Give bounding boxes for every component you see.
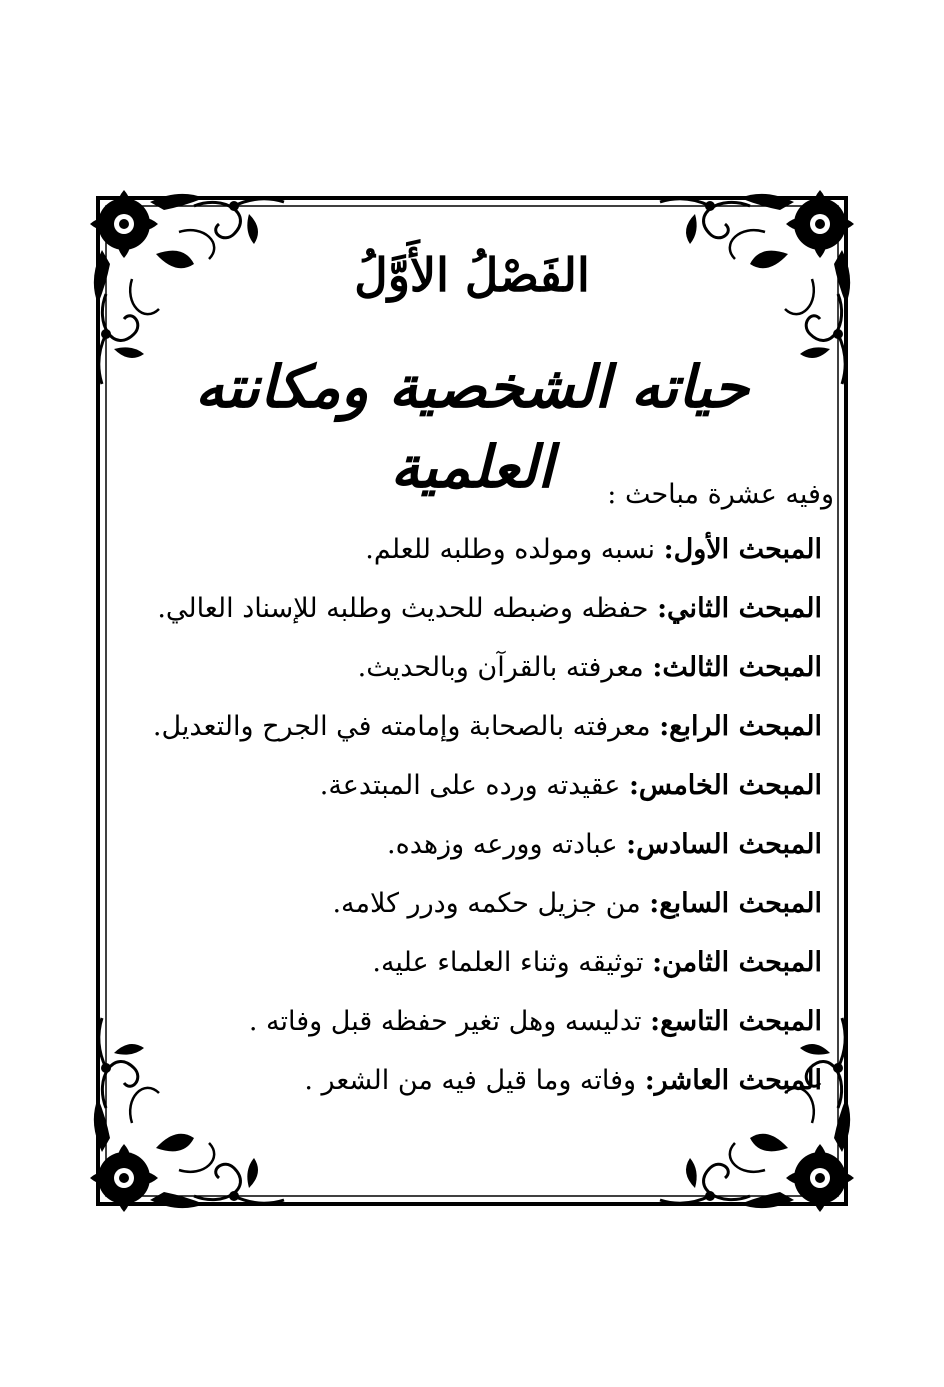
chapter-title: حياته الشخصية ومكانته العلمية — [194, 353, 750, 501]
section-name: المبحث الثاني: — [657, 593, 822, 624]
section-text: معرفته بالقرآن وبالحديث. — [357, 652, 644, 683]
page-content — [110, 235, 834, 1175]
section-item — [134, 1060, 834, 1119]
section-name: المبحث الأول: — [663, 534, 822, 565]
section-name: المبحث السابع: — [649, 888, 822, 919]
section-item — [134, 647, 834, 706]
section-item — [134, 706, 834, 765]
section-item — [134, 942, 834, 1001]
section-item — [134, 588, 834, 647]
intro-line: وفيه عشرة مباحث : — [607, 479, 834, 510]
section-item — [134, 1001, 834, 1060]
section-name: المبحث الثامن: — [652, 947, 822, 978]
section-name: المبحث الرابع: — [659, 711, 822, 742]
section-text: من جزيل حكمه ودرر كلامه. — [332, 888, 641, 919]
section-name: المبحث السادس: — [626, 829, 822, 860]
section-text: توثيقه وثناء العلماء عليه. — [372, 947, 644, 978]
section-text: عبادته وورعه وزهده. — [386, 829, 618, 860]
section-item — [134, 824, 834, 883]
section-item — [134, 883, 834, 942]
section-name: المبحث العاشر: — [644, 1065, 822, 1096]
section-text: وفاته وما قيل فيه من الشعر . — [304, 1065, 637, 1096]
chapter-label: الفَصْلُ الأَوَّلُ — [354, 248, 590, 302]
section-name: المبحث الخامس: — [628, 770, 822, 801]
section-name: المبحث الثالث: — [652, 652, 822, 683]
section-name: المبحث التاسع: — [650, 1006, 822, 1037]
section-item — [134, 529, 834, 588]
sections-list — [134, 529, 834, 1119]
section-text: نسبه ومولده وطلبه للعلم. — [365, 534, 656, 565]
section-text: تدليسه وهل تغير حفظه قبل وفاته . — [248, 1006, 642, 1037]
section-item — [134, 765, 834, 824]
section-text: حفظه وضبطه للحديث وطلبه للإسناد العالي. — [157, 593, 649, 624]
section-text: معرفته بالصحابة وإمامته في الجرح والتعديل. — [152, 711, 651, 742]
section-text: عقيدته ورده على المبتدعة. — [319, 770, 621, 801]
